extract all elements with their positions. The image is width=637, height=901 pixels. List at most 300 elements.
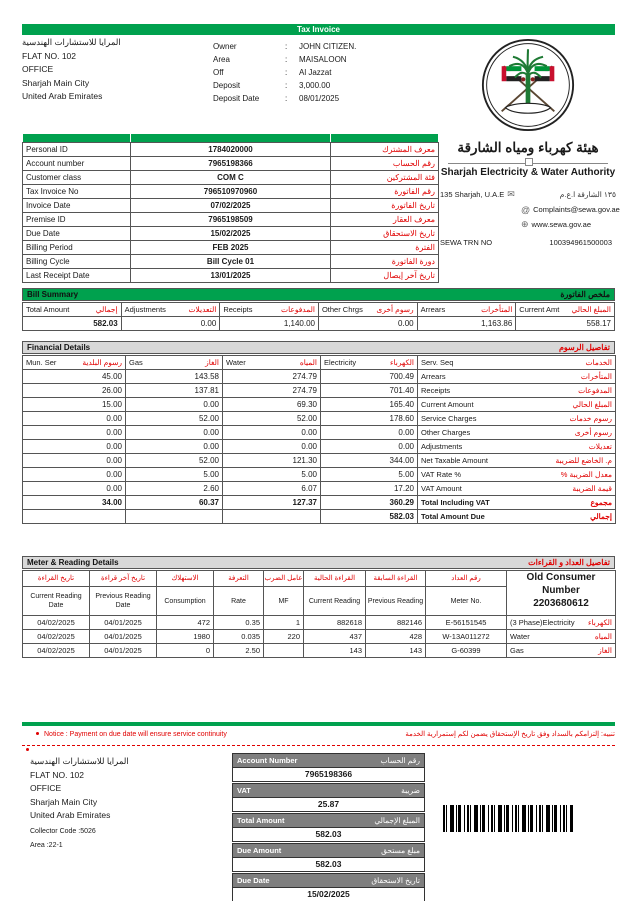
column-label-en: Total Amount [26, 305, 70, 314]
column-label-en: Current Reading Date [30, 593, 82, 609]
financial-row [23, 468, 616, 482]
column-label-ar: رقم العداد [426, 571, 506, 587]
payment-label-en: Total Amount [237, 816, 285, 825]
barcode [443, 805, 573, 832]
authority-block [440, 38, 620, 250]
payment-header [232, 843, 425, 858]
payment-value: 15/02/2025 [232, 888, 425, 901]
financial-row [23, 398, 616, 412]
column-label-en: Adjustments [124, 305, 166, 314]
row-label-ar: رسوم أخرى [574, 428, 612, 437]
column-label-ar: تاريخ آخر قراءة [90, 571, 156, 587]
financial-value [23, 510, 126, 524]
account-value: 13/01/2025 [131, 269, 331, 283]
row-label-en: VAT Amount [421, 484, 462, 493]
financial-value: 0.00 [23, 482, 126, 496]
address-line: المرايا للاستشارات الهندسية [22, 37, 121, 47]
column-label-en: Consumption [164, 597, 206, 605]
dot-icon [26, 748, 29, 751]
bill-column-header [417, 303, 516, 317]
financial-value: 45.00 [23, 370, 126, 384]
row-label-en: Other Charges [421, 428, 471, 437]
financial-column-header [223, 356, 321, 370]
bill-summary-header [22, 288, 615, 301]
meter-cell: 0.35 [214, 616, 264, 630]
trn-value: 100394961500003 [549, 238, 612, 247]
financial-row [23, 384, 616, 398]
meter-title-ar: تفاصيل العداد و القراءات [528, 558, 610, 567]
account-table-header [23, 134, 439, 143]
sewa-logo-icon [481, 38, 575, 132]
column-label-ar: المبلغ الحالي [571, 305, 611, 314]
account-label-ar: فئة المشتركين [331, 171, 439, 185]
financial-value: 0.00 [23, 468, 126, 482]
account-label-ar: تاريخ الفاتورة [331, 199, 439, 213]
payment-value: 7965198366 [232, 768, 425, 782]
financial-value [223, 510, 321, 524]
column-label-ar: رسوم البلدية [82, 358, 122, 367]
financial-value: 15.00 [23, 398, 126, 412]
row-label-en: Receipts [421, 386, 451, 395]
financial-row-label [418, 426, 616, 440]
bill-value: 1,163.86 [417, 317, 516, 331]
bill-column-header [220, 303, 319, 317]
table-row [23, 241, 439, 255]
meter-cell: 04/01/2025 [90, 644, 157, 658]
financial-value: 5.00 [223, 468, 321, 482]
meter-cell: E-56151545 [426, 616, 507, 630]
financial-value: 137.81 [126, 384, 223, 398]
area-code: Area :22-1 [30, 841, 63, 849]
account-label-ar: معرف المشترك [331, 143, 439, 157]
column-label-en: Water [226, 358, 246, 367]
account-value: COM C [131, 171, 331, 185]
bill-column-header [23, 303, 122, 317]
payment-label-en: Due Date [237, 876, 270, 885]
row-label-en: Arrears [421, 372, 446, 381]
financial-row-label [418, 482, 616, 496]
divider [448, 157, 608, 164]
column-label-ar: التعديلات [188, 305, 217, 314]
financial-row-label [418, 412, 616, 426]
bill-value: 0.00 [121, 317, 220, 331]
payment-label-ar: ضريبة [401, 786, 420, 795]
bill-summary-title-en: Bill Summary [27, 290, 79, 299]
financial-value: 52.00 [126, 454, 223, 468]
meter-cell: 882618 [304, 616, 366, 630]
financial-row-label [418, 496, 616, 510]
owner-value: Al Jazzat [299, 68, 332, 77]
address-line: United Arab Emirates [30, 810, 111, 820]
owner-row: Deposit : 3,000.00 [213, 81, 331, 90]
meter-cell: 220 [264, 630, 304, 644]
row-label-ar: المبلغ الحالي [572, 400, 612, 409]
meter-cell: 04/02/2025 [23, 630, 90, 644]
financial-row [23, 454, 616, 468]
column-label-ar: القراءة السابقة [366, 571, 425, 587]
service-label-ar: الغاز [598, 646, 612, 655]
authority-website: www.sewa.gov.ae [531, 220, 592, 229]
payment-value: 582.03 [232, 828, 425, 842]
account-label-ar: رقم الحساب [331, 157, 439, 171]
payment-header [232, 783, 425, 798]
row-label-ar: قيمة الضريبة [572, 484, 612, 493]
owner-row: Deposit Date : 08/01/2025 [213, 94, 340, 103]
row-label-ar: تعديلات [588, 442, 612, 451]
meter-cell: 2.50 [214, 644, 264, 658]
address-line: Sharjah Main City [30, 796, 98, 807]
account-value: 7965198366 [131, 157, 331, 171]
financial-title-ar: تفاصيل الرسوم [558, 343, 610, 352]
account-label: Due Date [23, 227, 131, 241]
financial-value: 274.79 [223, 384, 321, 398]
payment-label-ar: تاريخ الاستحقاق [371, 876, 420, 885]
meter-column-header [214, 571, 264, 616]
financial-value: 274.79 [223, 370, 321, 384]
meter-row [23, 644, 616, 658]
address-line: OFFICE [30, 783, 62, 793]
authority-name-arabic: هيئة كهرباء ومياه الشارقة [457, 140, 599, 155]
payment-label-ar: المبلغ الإجمالي [374, 816, 420, 825]
financial-row-label [418, 398, 616, 412]
service-label-en: (3 Phase)Electricity [510, 618, 575, 627]
financial-value: 0.00 [223, 426, 321, 440]
meter-service-cell [507, 630, 616, 644]
account-label: Account number [23, 157, 131, 171]
table-row [23, 143, 439, 157]
payment-label-ar: رقم الحساب [380, 756, 420, 765]
globe-icon: ⊕ [521, 219, 529, 229]
row-label-ar: معدل الضريبة % [560, 470, 612, 479]
bill-column-header [318, 303, 417, 317]
table-row [23, 213, 439, 227]
column-label-ar: المدفوعات [281, 305, 315, 314]
old-consumer-label: Old Consumer Number [526, 572, 596, 596]
financial-value [126, 510, 223, 524]
financial-value: 700.49 [321, 370, 418, 384]
column-label-ar: تاريخ القراءة [23, 571, 89, 587]
meter-column-header [366, 571, 426, 616]
meter-column-header [23, 571, 90, 616]
financial-row [23, 440, 616, 454]
financial-value: 52.00 [223, 412, 321, 426]
meter-details-header [22, 556, 615, 569]
column-label-en: Mun. Ser [26, 358, 57, 367]
financial-column-header [23, 356, 126, 370]
financial-row [23, 426, 616, 440]
financial-details-header [22, 341, 615, 354]
account-label: Billing Period [23, 241, 131, 255]
meter-cell: 437 [304, 630, 366, 644]
owner-row: Off : Al Jazzat [213, 68, 332, 77]
bill-column-header [516, 303, 615, 317]
table-row [23, 269, 439, 283]
bill-header-row [23, 303, 615, 317]
authority-address-ar: ١٣٥ الشارقة ا.ع.م [559, 190, 616, 199]
authority-email: Complaints@sewa.gov.ae [533, 205, 620, 214]
footer-address [30, 755, 129, 851]
account-label: Last Receipt Date [23, 269, 131, 283]
service-label-en: Gas [510, 646, 524, 655]
meter-cell [264, 644, 304, 658]
address-line: المرايا للاستشارات الهندسية [30, 756, 129, 766]
account-label: Invoice Date [23, 199, 131, 213]
row-label-en: Service Charges [421, 414, 477, 423]
column-label-en: Other Chrgs [321, 305, 363, 314]
column-label-en: Receipts [223, 305, 253, 314]
financial-value: 2.60 [126, 482, 223, 496]
column-label-en: Previous Reading Date [95, 593, 151, 609]
meter-header-row [23, 571, 616, 616]
account-value: 07/02/2025 [131, 199, 331, 213]
financial-value: 121.30 [223, 454, 321, 468]
meter-row [23, 630, 616, 644]
row-label-en: Total Including VAT [421, 498, 490, 507]
financial-value: 0.00 [126, 426, 223, 440]
row-label-en: Total Amount Due [421, 512, 485, 521]
column-label-ar: الاستهلاك [157, 571, 213, 587]
table-row [23, 199, 439, 213]
owner-value: 3,000.00 [299, 81, 331, 90]
notice-row [22, 729, 615, 741]
financial-value: 143.58 [126, 370, 223, 384]
meter-cell: W-13A011272 [426, 630, 507, 644]
payment-header [232, 873, 425, 888]
financial-value: 0.00 [321, 440, 418, 454]
financial-value: 0.00 [23, 440, 126, 454]
notice-en: Notice : Payment on due date will ensure service continuity [44, 731, 227, 738]
financial-details-table [22, 355, 616, 524]
meter-cell: 04/02/2025 [23, 616, 90, 630]
meter-title-en: Meter & Reading Details [27, 558, 119, 567]
financial-row [23, 510, 616, 524]
column-label-en: Gas [129, 358, 143, 367]
account-details-table [22, 133, 439, 283]
bill-value: 1,140.00 [220, 317, 319, 331]
financial-value: 5.00 [321, 468, 418, 482]
financial-value: 0.00 [126, 398, 223, 412]
financial-row-label [418, 370, 616, 384]
account-value: 15/02/2025 [131, 227, 331, 241]
column-label-en: Previous Reading [367, 597, 424, 605]
table-row [23, 227, 439, 241]
financial-row-label [418, 510, 616, 524]
meter-row [23, 616, 616, 630]
row-label-en: Net Taxable Amount [421, 456, 488, 465]
meter-service-cell [507, 644, 616, 658]
account-label-ar: دورة الفاتورة [331, 255, 439, 269]
column-label-ar: إجمالي [95, 305, 118, 314]
financial-value: 701.40 [321, 384, 418, 398]
meter-column-header [426, 571, 507, 616]
account-label-ar: الفترة [331, 241, 439, 255]
column-label-ar: الكهرباء [389, 358, 414, 367]
meter-column-header [264, 571, 304, 616]
financial-row-label [418, 384, 616, 398]
meter-cell: 143 [304, 644, 366, 658]
authority-name-english: Sharjah Electricity & Water Authority [440, 167, 616, 178]
table-row [23, 171, 439, 185]
bill-summary-section [22, 288, 615, 331]
meter-cell: 0 [157, 644, 214, 658]
financial-value: 0.00 [321, 426, 418, 440]
old-consumer-value: 2203680612 [533, 598, 589, 609]
meter-column-header [304, 571, 366, 616]
row-label-en: VAT Rate % [421, 470, 462, 479]
meter-cell: 0.035 [214, 630, 264, 644]
owner-value: 08/01/2025 [299, 94, 340, 103]
financial-value: 165.40 [321, 398, 418, 412]
meter-cell: 882146 [366, 616, 426, 630]
financial-column-header [418, 356, 616, 370]
account-value: Bill Cycle 01 [131, 255, 331, 269]
row-label-ar: المدفوعات [578, 386, 612, 395]
dashed-divider [22, 745, 615, 746]
column-label-ar: التعرفة [214, 571, 263, 587]
column-label-en: Arrears [420, 305, 446, 314]
bill-value: 0.00 [318, 317, 417, 331]
account-label: Personal ID [23, 143, 131, 157]
meter-service-cell [507, 616, 616, 630]
financial-value: 360.29 [321, 496, 418, 510]
service-label-en: Water [510, 632, 530, 641]
payment-label-en: Account Number [237, 756, 298, 765]
column-label-en: MF [278, 597, 289, 605]
financial-value: 0.00 [23, 454, 126, 468]
financial-details-section [22, 341, 615, 524]
financial-column-header [126, 356, 223, 370]
service-label-ar: المياه [594, 632, 612, 641]
financial-value: 0.00 [23, 412, 126, 426]
meter-details-section [22, 556, 615, 658]
meter-cell: 143 [366, 644, 426, 658]
financial-row-label [418, 468, 616, 482]
account-label-ar: معرف العقار [331, 213, 439, 227]
financial-value: 34.00 [23, 496, 126, 510]
authority-address-en: 135 Sharjah, U.A.E [440, 190, 505, 199]
column-label-ar: الخدمات [585, 358, 612, 367]
payment-label-en: VAT [237, 786, 251, 795]
financial-row [23, 370, 616, 384]
financial-value: 60.37 [126, 496, 223, 510]
account-label: Tax Invoice No [23, 185, 131, 199]
account-label-ar: تاريخ الاستحقاق [331, 227, 439, 241]
table-row [23, 157, 439, 171]
address-line: Sharjah Main City [22, 77, 90, 88]
column-label-en: Serv. Seq [421, 358, 454, 367]
address-line: United Arab Emirates [22, 91, 103, 101]
payment-label-en: Due Amount [237, 846, 282, 855]
row-label-ar: المتأخرات [580, 372, 612, 381]
customer-address [22, 36, 121, 104]
account-label-ar: تاريخ آخر إيصال [331, 269, 439, 283]
financial-value: 69.30 [223, 398, 321, 412]
payment-header [232, 813, 425, 828]
account-value: FEB 2025 [131, 241, 331, 255]
payment-value: 25.87 [232, 798, 425, 812]
financial-value: 178.60 [321, 412, 418, 426]
column-label-ar: القراءة الحالية [304, 571, 365, 587]
payment-header [232, 753, 425, 768]
owner-label: Area [213, 55, 230, 64]
authority-contact [440, 187, 620, 250]
financial-value: 344.00 [321, 454, 418, 468]
account-label: Billing Cycle [23, 255, 131, 269]
column-label-ar: عامل الضرب [264, 571, 303, 587]
header-cell [331, 134, 439, 143]
service-label-ar: الكهرباء [587, 618, 612, 627]
collector-code: Collector Code :5026 [30, 827, 96, 835]
bill-summary-title-ar: ملخص الفاتورة [560, 290, 610, 299]
footer-divider [22, 722, 615, 726]
column-label-en: Electricity [324, 358, 357, 367]
notice-ar: تنبيه: إلتزامكم بالسداد وفق تاريخ الإستحقاق يضمن لكم إستمرارية الخدمة [405, 731, 615, 738]
meter-cell: 1 [264, 616, 304, 630]
owner-label: Off [213, 68, 224, 77]
bullet-icon [36, 732, 39, 735]
row-label-ar: رسوم خدمات [569, 414, 612, 423]
financial-value: 0.00 [223, 440, 321, 454]
financial-row [23, 496, 616, 510]
column-label-ar: الغاز [205, 358, 219, 367]
column-label-en: Rate [231, 597, 246, 605]
account-value: 796510970960 [131, 185, 331, 199]
financial-value: 17.20 [321, 482, 418, 496]
payment-value: 582.03 [232, 858, 425, 872]
header-cell [131, 134, 331, 143]
bill-summary-table [22, 302, 615, 331]
trn-label: SEWA TRN NO [440, 238, 493, 247]
owner-info [213, 40, 356, 105]
financial-row [23, 412, 616, 426]
row-label-ar: م. الخاضع للضريبة [555, 456, 612, 465]
row-label-en: Current Amount [421, 400, 474, 409]
meter-cell: 472 [157, 616, 214, 630]
row-label-ar: مجموع [590, 498, 612, 507]
column-label-ar: رسوم أخرى [376, 305, 414, 314]
financial-column-header [321, 356, 418, 370]
meter-cell: 04/01/2025 [90, 616, 157, 630]
row-label-en: Adjustments [421, 442, 463, 451]
owner-label: Deposit [213, 81, 241, 90]
meter-cell: 1980 [157, 630, 214, 644]
financial-value: 52.00 [126, 412, 223, 426]
financial-value: 26.00 [23, 384, 126, 398]
account-label: Premise ID [23, 213, 131, 227]
financial-value: 127.37 [223, 496, 321, 510]
owner-label: Owner [213, 42, 237, 51]
page-title: Tax Invoice [22, 24, 615, 35]
meter-cell: 04/01/2025 [90, 630, 157, 644]
address-line: FLAT NO. 102 [22, 50, 77, 61]
financial-value: 6.07 [223, 482, 321, 496]
account-value: 7965198509 [131, 213, 331, 227]
bill-values-row [23, 317, 615, 331]
payment-summary-table [232, 752, 425, 901]
bill-value: 582.03 [23, 317, 122, 331]
financial-row-label [418, 440, 616, 454]
column-label-en: Current Reading [308, 597, 361, 605]
column-label-ar: المتأخرات [481, 305, 513, 314]
owner-label: Deposit Date [213, 94, 260, 103]
meter-cell: 04/02/2025 [23, 644, 90, 658]
payment-label-ar: مبلغ مستحق [381, 846, 420, 855]
table-row [23, 185, 439, 199]
meter-cell: G-60399 [426, 644, 507, 658]
account-label: Customer class [23, 171, 131, 185]
bill-value: 558.17 [516, 317, 615, 331]
financial-value: 5.00 [126, 468, 223, 482]
